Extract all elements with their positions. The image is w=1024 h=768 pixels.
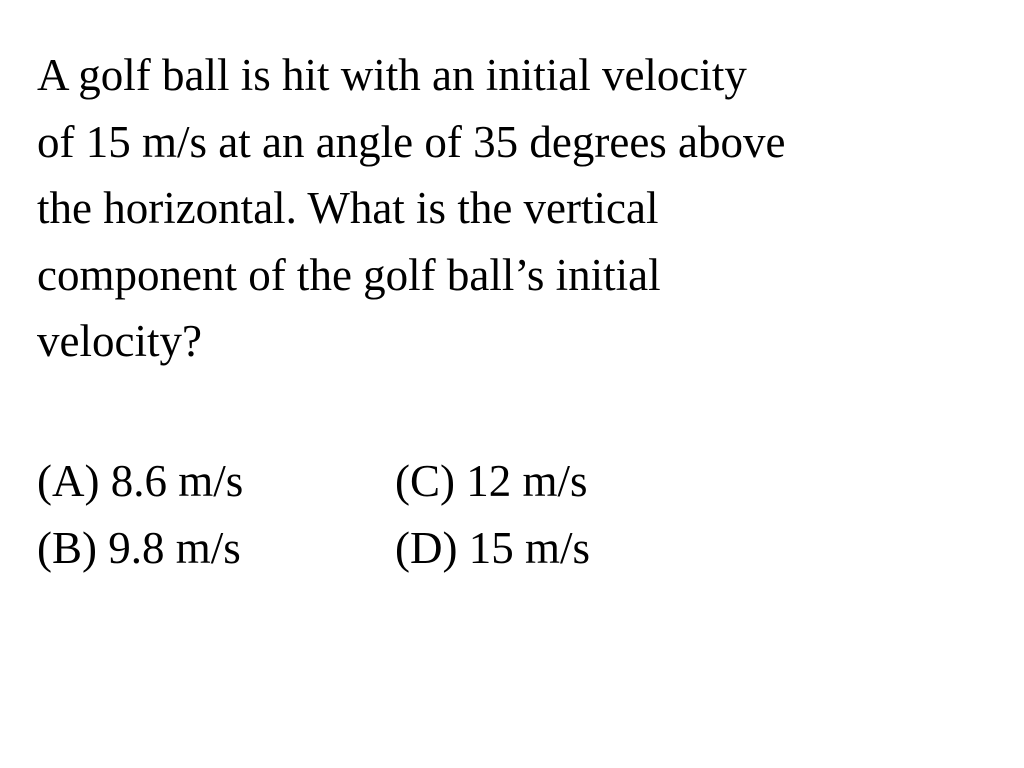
question-line: the horizontal. What is the vertical	[37, 183, 659, 233]
choice-row	[37, 448, 737, 515]
slide	[37, 42, 997, 573]
choice-d: (D) 15 m/s	[395, 522, 590, 573]
question-line: velocity?	[37, 316, 202, 366]
question-line: component of the golf ball’s initial	[37, 249, 661, 300]
question-line: of 15 m/s at an angle of 35 degrees above	[37, 116, 786, 167]
choice-a: (A) 8.6 m/s	[37, 456, 244, 506]
choice-b: (B) 9.8 m/s	[37, 522, 241, 573]
answer-choices	[37, 448, 737, 581]
question-text	[37, 42, 997, 375]
question-line: A golf ball is hit with an initial velocity	[37, 50, 747, 100]
choice-c: (C) 12 m/s	[395, 456, 588, 506]
choice-row	[37, 515, 737, 582]
